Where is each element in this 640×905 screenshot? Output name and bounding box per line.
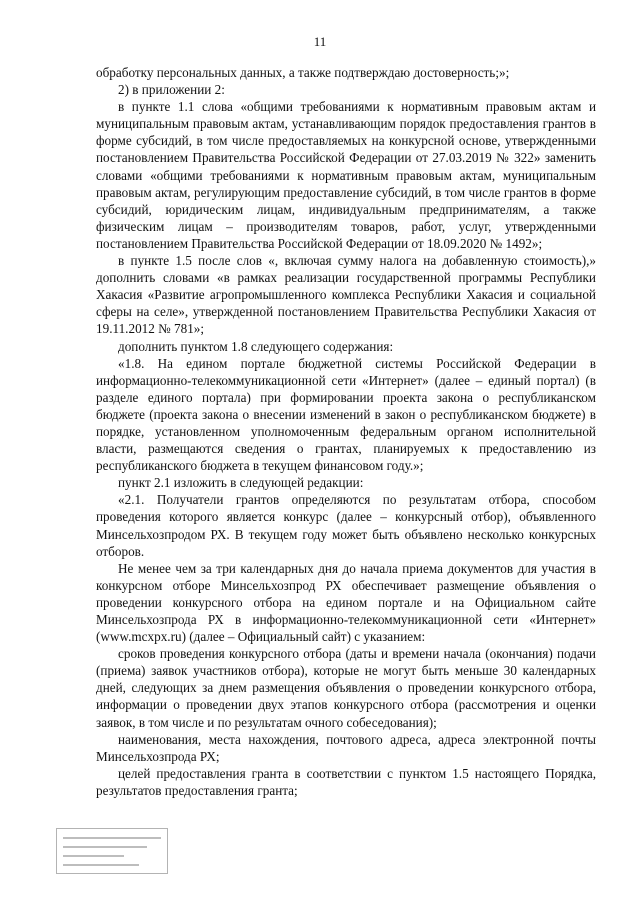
page-number: 11 [313, 34, 327, 49]
paragraph-item-2-1-text: «2.1. Получатели грантов определяются по результатам отбора, способом проведения которого является конкурс (далее – конкурсный отбор), объявленного Минсельхозпродом РХ. В текущем году может быть объявлено несколько конкурсных отборов. [96, 492, 596, 559]
paragraph-deadlines: сроков проведения конкурсного отбора (даты и времени начала (окончания) подачи (приема) заявок участников отбора), которые не могут быть меньше 30 календарных дней, следующих за днем размещения объявления о проведении конкурсного отбора, информации о проведении двух этапов конкурсного отбора (рассмотрения и оценки заявок, в том числе и по результатам очного собеседования); [96, 646, 596, 730]
paragraph-item-2-1-intro: пункт 2.1 изложить в следующей редакции: [118, 475, 364, 491]
paragraph-announcement: Не менее чем за три календарных дня до начала приема документов для участия в конкурсном отборе Минсельхозпрод РХ обеспечивает размещение объявления о проведении конкурсного отбора на едином портале и на Официальном сайте Минсельхозпрода РХ в информационно-телекоммуникационной сети «Интернет» (www.mcxpx.ru) (далее – Официальный сайт) с указанием: [96, 560, 596, 645]
paragraph-goals: целей предоставления гранта в соответствии с пунктом 1.5 настоящего Порядка, результатов предоставления гранта; [96, 765, 596, 798]
stamp-line [63, 846, 147, 848]
stamp-line [63, 855, 124, 857]
paragraph-item-1-1: в пункте 1.1 слова «общими требованиями к нормативным правовым актам и муниципальным правовым актам, устанавливающим порядок предоставления грантов в форме субсидий, в том числе предоставляемых на конкурсной основе, утвержденными постановлением Правительства Российской Федерации от 27.03.2019 № 322» заменить словами «общими требованиями к нормативным правовым актам, муниципальным правовым актам, регулирующим предоставление субсидий, в том числе грантов в форме субсидий, юридическим лицам, индивидуальным предпринимателям, а также физическим лицам – производителям товаров, работ, услуг, утвержденными постановлением Правительства Российской Федерации от 18.09.2020 № 1492»; [96, 99, 596, 251]
paragraph-contacts: наименования, места нахождения, почтового адреса, адреса электронной почты Минсельхозпрода РХ; [96, 731, 596, 764]
stamp-line [63, 837, 161, 839]
stamp-line [63, 864, 139, 866]
paragraph-item-1-5: в пункте 1.5 после слов «, включая сумму налога на добавленную стоимость),» дополнить словами «в рамках реализации государственной программы Республики Хакасия «Развитие агропромышленного комплекса Республики Хакасия и социальной сферы на селе», утвержденной постановлением Правительства Республики Хакасия от 19.11.2012 № 781»; [96, 253, 596, 337]
paragraph-item-1-8-text: «1.8. На едином портале бюджетной системы Российской Федерации в информационно-телекоммуникационной сети «Интернет» (далее – единый портал) (в разделе единого портала) при формировании проекта закона о республиканском бюджете (проекта закона о внесении изменений в закон о республиканском бюджете) в порядке, установленном уполномоченным федеральным органом исполнительной власти, размещаются сведения о грантах, планируемых к предоставлению из республиканского бюджета в текущем финансовом году.»; [96, 355, 596, 474]
paragraph-continuation: обработку персональных данных, а также подтверждаю достоверность;»; [96, 65, 510, 80]
paragraph-appendix-2: 2) в приложении 2: [118, 82, 225, 98]
paragraph-add-item-1-8: дополнить пунктом 1.8 следующего содержания: [118, 338, 394, 354]
approval-stamp [56, 828, 168, 874]
document-body [96, 64, 596, 799]
